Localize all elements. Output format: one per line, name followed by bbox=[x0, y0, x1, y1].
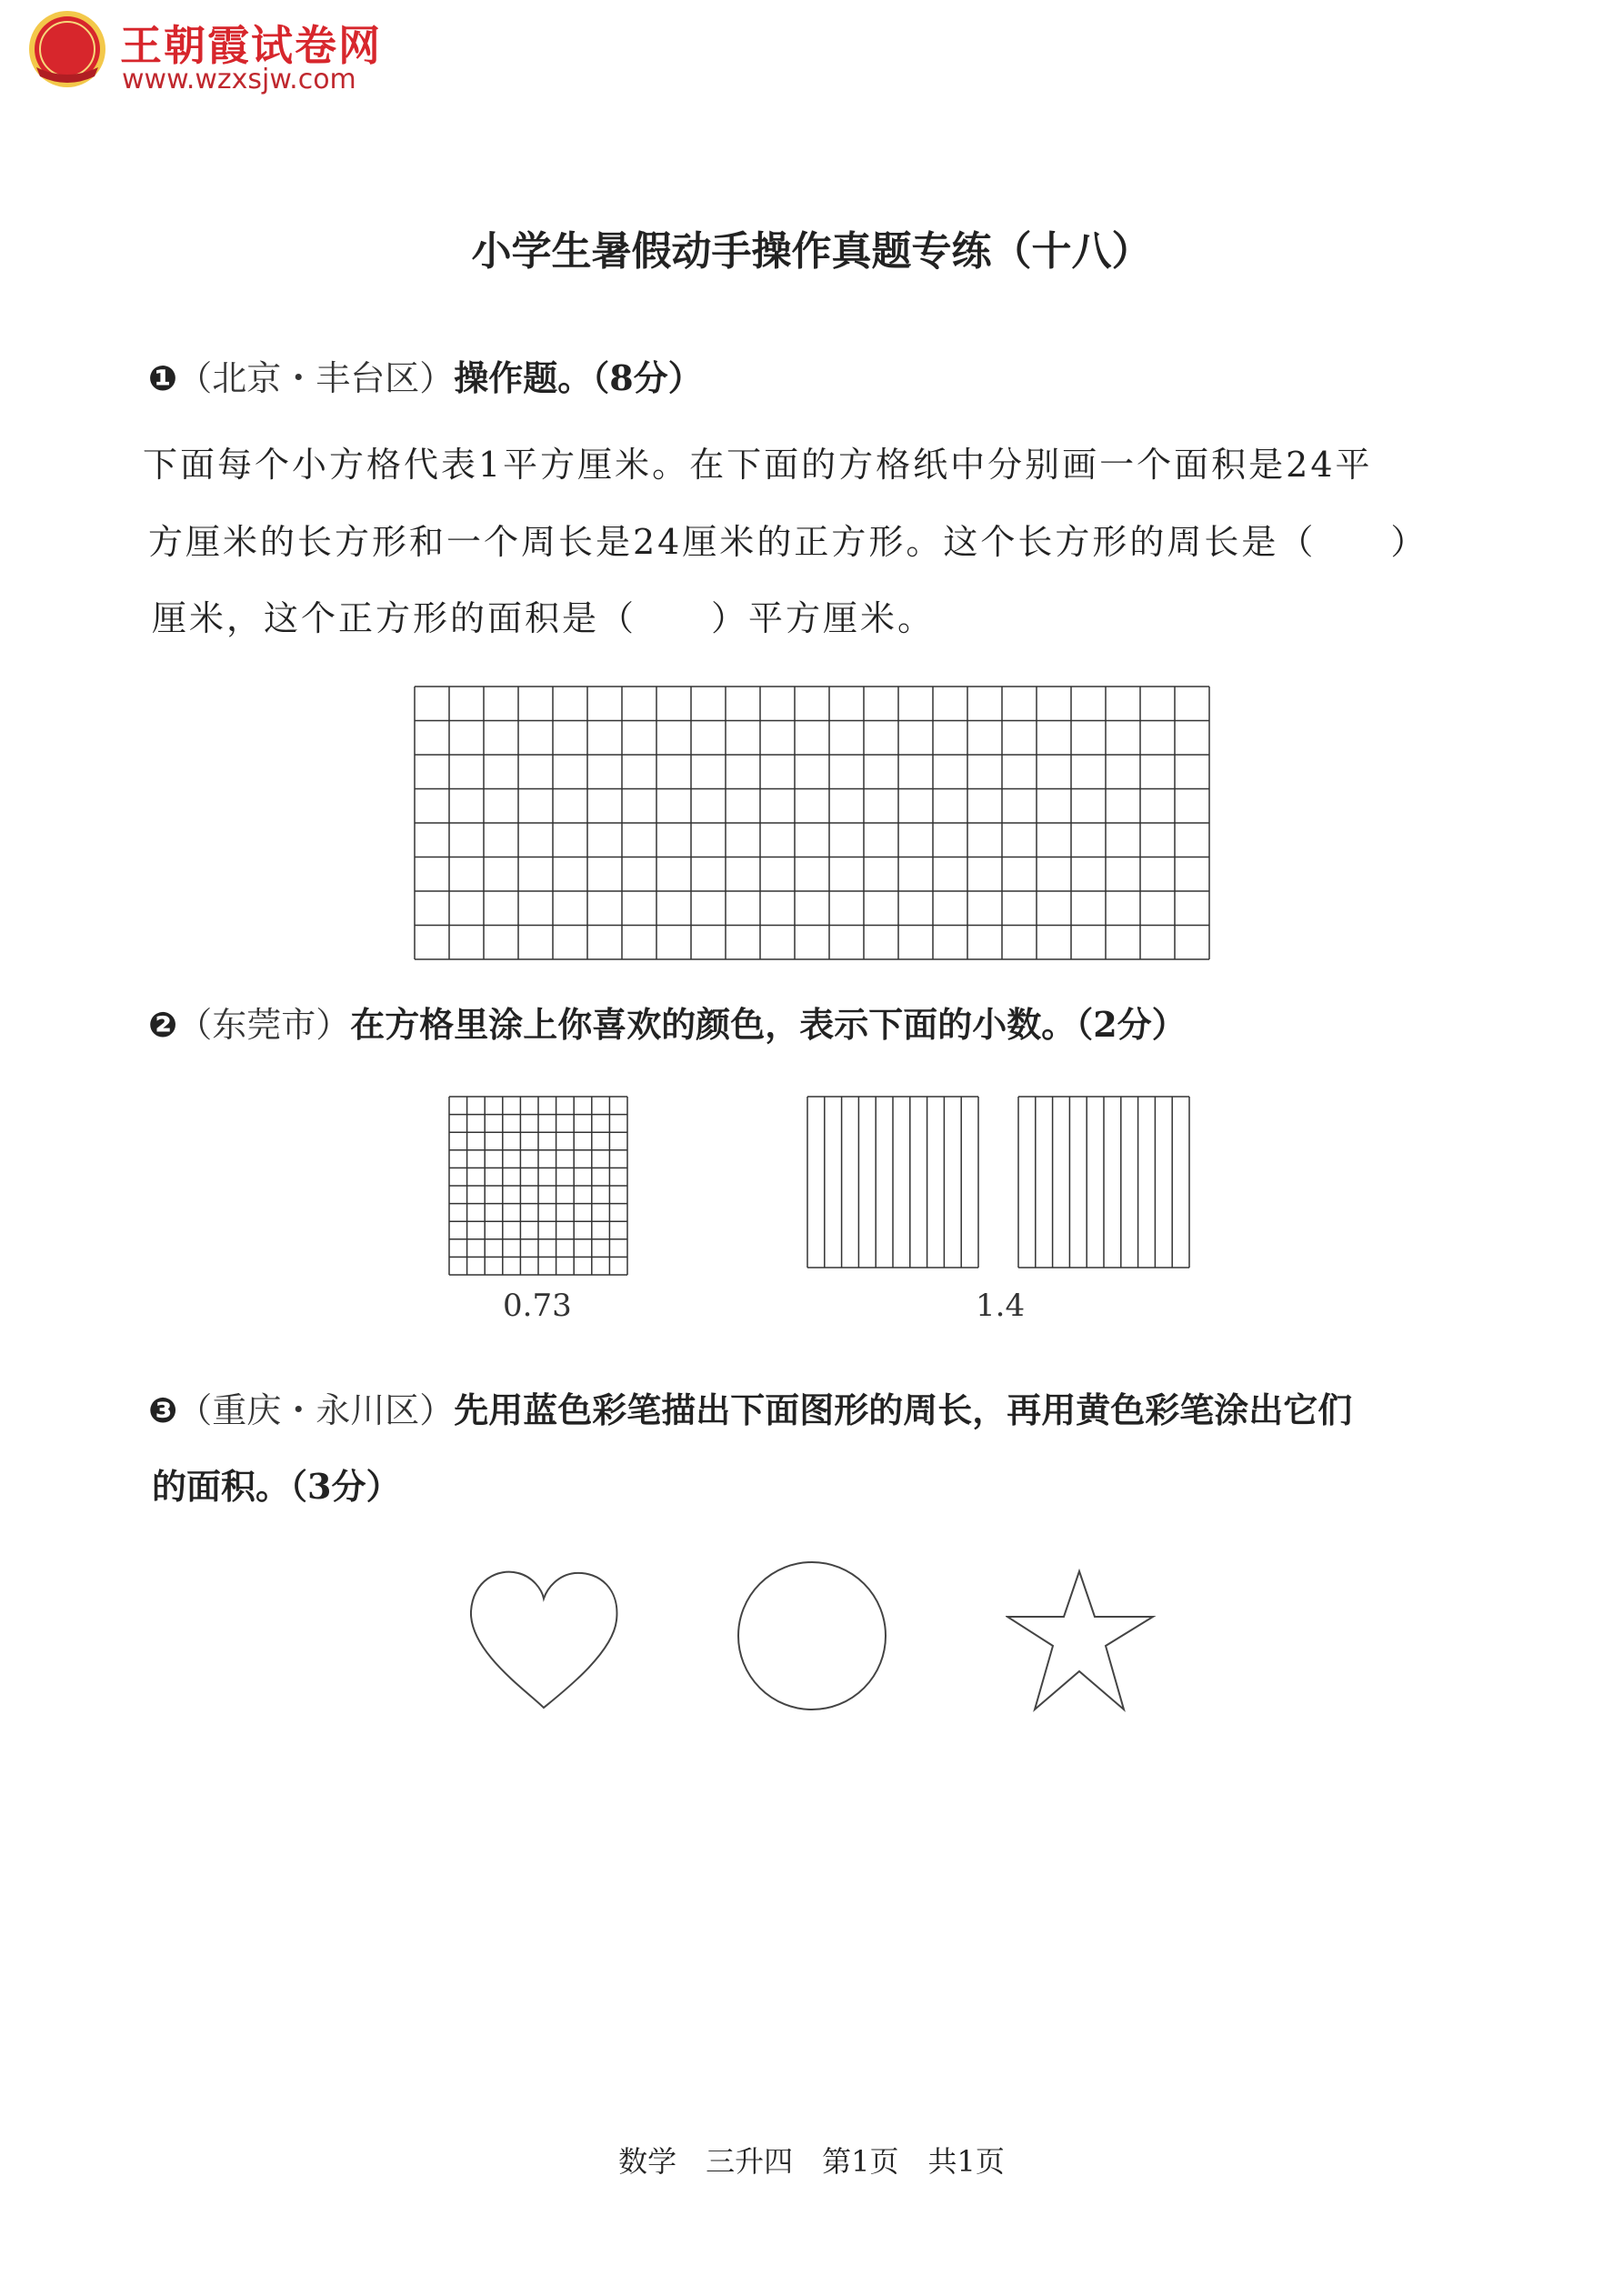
caption-0-73: 0.73 bbox=[503, 1288, 572, 1324]
logo-badge-icon bbox=[27, 9, 107, 89]
question-1-heading bbox=[148, 357, 703, 398]
question-number-2: ❷ bbox=[148, 1005, 178, 1045]
caption-1-4: 1.4 bbox=[976, 1288, 1026, 1324]
question-3-source: （重庆・永川区） bbox=[177, 1390, 455, 1430]
page-title: 小学生暑假动手操作真题专练（十八） bbox=[471, 228, 1152, 275]
question-1-source: （北京・丰台区） bbox=[177, 358, 455, 398]
logo-name: 王朝霞试卷网 bbox=[120, 21, 382, 70]
question-3-prompt-line-2: 的面积。（3分） bbox=[152, 1466, 401, 1507]
question-1-prompt: 操作题。（8分） bbox=[454, 357, 703, 398]
question-2-heading bbox=[148, 1004, 1187, 1045]
question-1-line-1: 下面每个小方格代表1平方厘米。在下面的方格纸中分别画一个面积是24平 bbox=[143, 445, 1373, 485]
question-1-line-3: 厘米，这个正方形的面积是（ ）平方厘米。 bbox=[152, 598, 936, 638]
question-1-line-2: 方厘米的长方形和一个周长是24厘米的正方形。这个长方形的周长是（ ） bbox=[148, 522, 1428, 562]
page-footer: 数学 三升四 第1页 共1页 bbox=[618, 2144, 1005, 2179]
square-grid-paper[interactable] bbox=[414, 686, 1210, 960]
hundred-square-grid[interactable] bbox=[448, 1096, 628, 1276]
question-number-1: ❶ bbox=[148, 358, 178, 398]
question-3-prompt-line-1: 先用蓝色彩笔描出下面图形的周长，再用黄色彩笔涂出它们 bbox=[454, 1389, 1353, 1430]
circle-shape[interactable] bbox=[735, 1559, 889, 1713]
question-2-prompt: 在方格里涂上你喜欢的颜色，表示下面的小数。（2分） bbox=[350, 1004, 1187, 1045]
star-shape[interactable] bbox=[1006, 1566, 1160, 1717]
tenth-strip-block-1[interactable] bbox=[806, 1096, 979, 1268]
question-number-3: ❸ bbox=[148, 1390, 178, 1430]
heart-shape[interactable] bbox=[464, 1564, 627, 1719]
tenth-strip-block-2[interactable] bbox=[1017, 1096, 1190, 1268]
question-3-heading bbox=[148, 1389, 1353, 1430]
question-2-source: （东莞市） bbox=[177, 1005, 351, 1045]
logo-url: www.wzxsjw.com bbox=[122, 64, 356, 95]
